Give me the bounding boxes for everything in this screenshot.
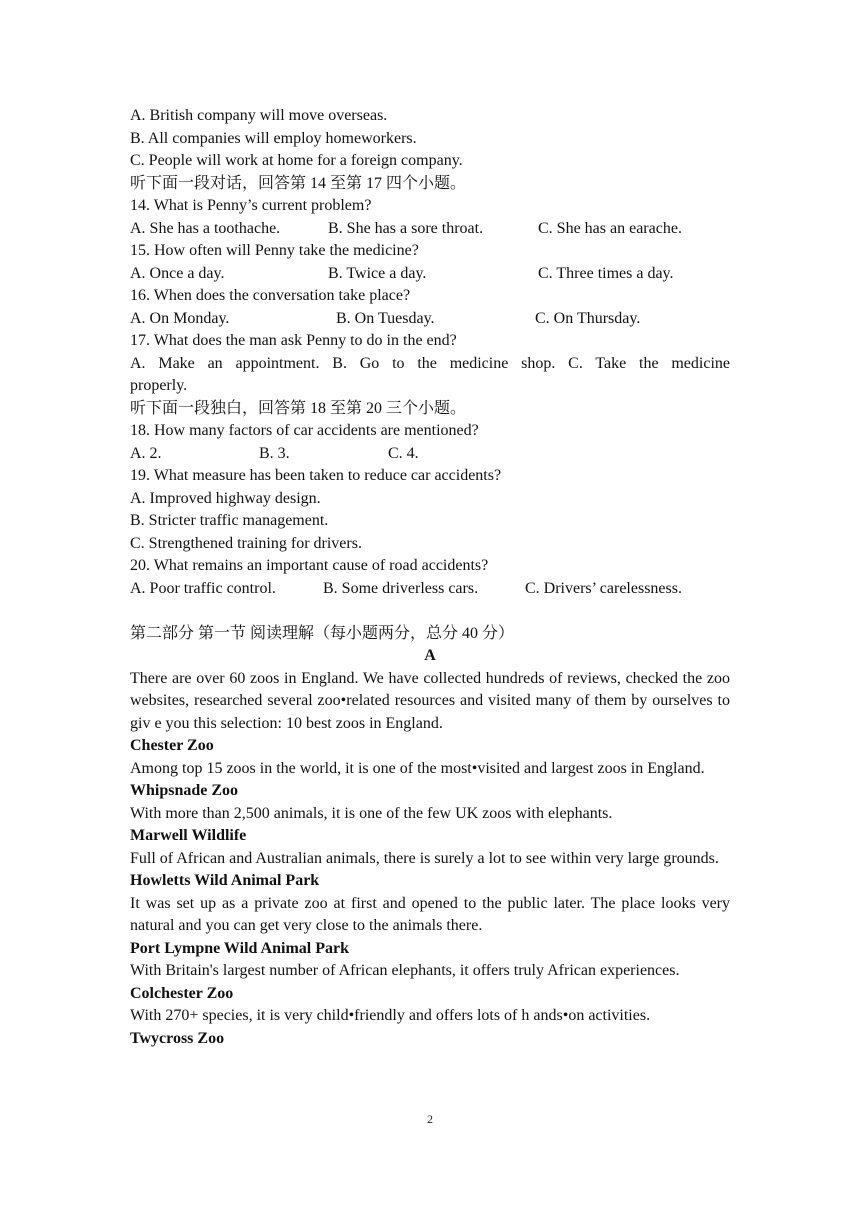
zoo-desc-whipsnade: With more than 2,500 animals, it is one of the few UK zoos with elephants. (130, 804, 613, 822)
q19-option-b: B. Stricter traffic management. (130, 512, 329, 529)
q14-option-b: B. She has a sore throat. (328, 219, 484, 237)
q20-option-a: A. Poor traffic control. (130, 579, 276, 597)
zoo-desc-port-lympne: With Britain's largest number of African elephants, it offers truly African experiences. (130, 962, 680, 979)
q17-options-line2: properly. (130, 377, 188, 394)
passage-letter: A (424, 647, 436, 664)
q13-option-c: C. People will work at home for a foreign company. (130, 152, 463, 169)
q15-option-c: C. Three times a day. (538, 264, 674, 282)
instruction-18-20: 听下面一段独白，回答第 18 至第 20 三个小题。 (130, 399, 467, 417)
page-number: 2 (427, 1112, 433, 1126)
q13-option-b: B. All companies will employ homeworkers. (130, 129, 417, 147)
q14-stem: 14. What is Penny’s current problem? (130, 197, 372, 214)
q15-option-b: B. Twice a day. (328, 264, 427, 282)
q16-stem: 16. When does the conversation take place? (130, 287, 411, 304)
zoo-desc-chester: Among top 15 zoos in the world, it is one of the most•visited and largest zoos in England. (130, 759, 705, 777)
zoo-name-chester: Chester Zoo (130, 737, 214, 754)
page-content (130, 105, 730, 1050)
zoo-name-twycross: Twycross Zoo (130, 1029, 225, 1047)
q20-option-b: B. Some driverless cars. (323, 579, 479, 597)
q18-option-c: C. 4. (388, 444, 419, 462)
q19-option-a: A. Improved highway design. (130, 489, 321, 507)
q16-option-a: A. On Monday. (130, 309, 230, 327)
q18-options (130, 443, 730, 466)
part2-heading: 第二部分 第一节 阅读理解（每小题两分，总分 40 分） (130, 624, 515, 642)
q15-option-a: A. Once a day. (130, 264, 225, 282)
zoo-name-marwell: Marwell Wildlife (130, 827, 247, 844)
q20-options (130, 578, 730, 601)
q19-stem: 19. What measure has been taken to reduce car accidents? (130, 467, 502, 484)
q17-options-line1: A. Make an appointment. B. Go to the medicine shop. C. Take the medicine (130, 354, 730, 372)
section-gap (130, 600, 730, 623)
q15-options (130, 263, 730, 286)
q14-option-a: A. She has a toothache. (130, 219, 281, 237)
q20-stem: 20. What remains an important cause of road accidents? (130, 557, 489, 574)
zoo-desc-howletts: It was set up as a private zoo at first and opened to the public later. The place looks very natural and you can get very close to the animals there. (130, 894, 730, 934)
q16-options (130, 308, 730, 331)
zoo-name-port-lympne: Port Lympne Wild Animal Park (130, 939, 349, 957)
q14-option-c: C. She has an earache. (538, 219, 682, 237)
instruction-14-17: 听下面一段对话，回答第 14 至第 17 四个小题。 (130, 174, 467, 192)
zoo-name-colchester: Colchester Zoo (130, 984, 234, 1002)
q18-stem: 18. How many factors of car accidents are mentioned? (130, 422, 479, 439)
q13-option-a: A. British company will move overseas. (130, 107, 388, 124)
q16-option-c: C. On Thursday. (535, 309, 641, 327)
q14-options (130, 218, 730, 241)
q19-option-c: C. Strengthened training for drivers. (130, 534, 362, 552)
q18-option-b: B. 3. (259, 444, 290, 462)
q15-stem: 15. How often will Penny take the medicine? (130, 242, 419, 259)
zoo-desc-marwell: Full of African and Australian animals, there is surely a lot to see within very large grounds. (130, 849, 719, 867)
q16-option-b: B. On Tuesday. (336, 309, 435, 327)
passage-intro: There are over 60 zoos in England. We have collected hundreds of reviews, checked the zoo websites, researched several zoo•related resources and visited many of them by ourselves to giv e you this selection: 10 best zoos in England. (130, 669, 730, 732)
zoo-desc-colchester: With 270+ species, it is very child•friendly and offers lots of h ands•on activities. (130, 1007, 651, 1024)
q20-option-c: C. Drivers’ carelessness. (525, 579, 682, 597)
zoo-name-howletts: Howletts Wild Animal Park (130, 872, 320, 889)
q17-stem: 17. What does the man ask Penny to do in the end? (130, 332, 457, 349)
q18-option-a: A. 2. (130, 444, 162, 462)
zoo-name-whipsnade: Whipsnade Zoo (130, 782, 239, 799)
